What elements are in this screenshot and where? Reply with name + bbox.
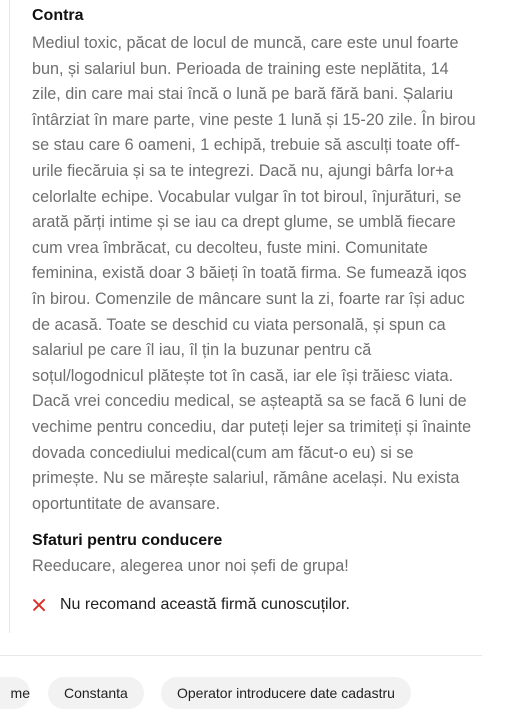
advice-text: Reeducare, alegerea unor noi șefi de grupa! — [32, 557, 349, 575]
advice-title: Sfaturi pentru conducere — [32, 532, 223, 549]
recommendation-text: Nu recomand această firmă cunoscuților. — [60, 596, 350, 613]
tag-chip-constanta[interactable]: Constanta — [48, 677, 144, 709]
tag-chip-job-title[interactable]: Operator introducere date cadastru — [161, 677, 411, 709]
advice-section — [32, 531, 480, 580]
recommendation — [32, 596, 350, 614]
cons-text: Mediul toxic, păcat de locul de muncă, care este unul foarte bun, și salariul bun. Perioada de training este neplătita, 14 zile, din care mai stai încă o lună pe bară fără bani. Șalariu întârziat în mare parte, vine peste 1 lună și 15-20 zile. În birou se stau care 6 oameni, 1 echipă, trebuie să asculți toate off-urile fiecăruia și sa te integrezi. Dacă nu, ajungi bârfa lor+a celorlalte echipe. Vocabular vulgar în tot biroul, înjurături, se arată părți intime și se iau ca drept glume, se umblă fiecare cum vrea îmbrăcat, cu decolteu, fuste mini. Comunitate feminina, există doar 3 băieți în toată firma. Se fumează iqos în birou. Comenzile de mâncare sunt la zi, foarte rar își aduc de acasă. Toate se deschid cu viata personală, și spun ca salariul pe care îl iau, îl țin la buzunar pentru că soțul/logodnicul plătește tot în casă, iar ele își trăiesc viata. Dacă vrei concediu medical, se așteaptă sa se facă 6 luni de vechime pentru concediu, dar puteți lejer sa trimiteți și înainte dovada concediului medical(cum am făcut-o eu) si se primește. Nu se mărește salariul, rămâne același. Nu exista oportuntitate de avansare. — [32, 34, 476, 513]
divider — [0, 655, 482, 656]
cons-section — [32, 6, 480, 517]
x-icon — [32, 598, 46, 612]
review-card — [9, 0, 482, 633]
tag-list — [0, 677, 509, 711]
tag-chip[interactable]: me — [0, 677, 30, 709]
cons-title: Contra — [32, 7, 84, 24]
